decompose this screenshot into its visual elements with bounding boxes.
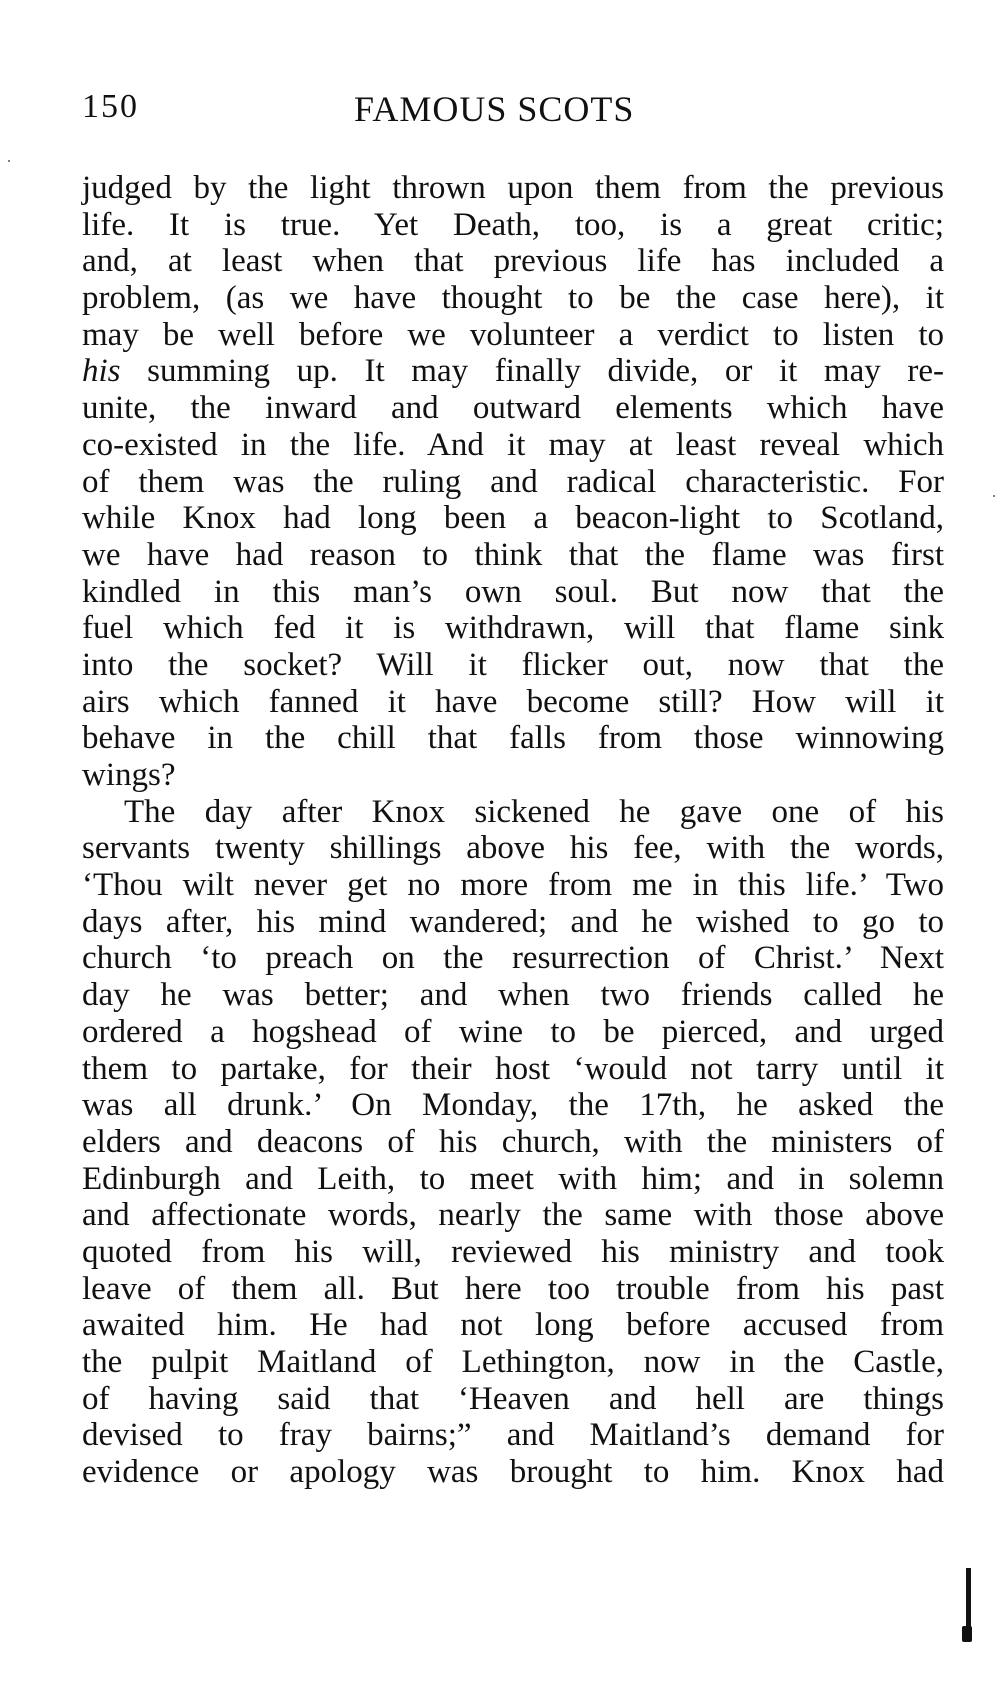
- text-line: the pulpit Maitland of Lethington, now in the Castle,: [82, 1344, 944, 1380]
- margin-bar-mark-tail: [962, 1626, 972, 1642]
- margin-bar-mark: [966, 1568, 971, 1630]
- text-line: elders and deacons of his church, with the ministers of: [82, 1123, 944, 1160]
- text-line: Edinburgh and Leith, to meet with him; and in solemn: [82, 1160, 944, 1197]
- text-line: of having said that ‘Heaven and hell are things: [82, 1380, 944, 1417]
- text-line: and affectionate words, nearly the same with those above: [82, 1197, 944, 1234]
- text-line: life. It is true. Yet Death, too, is a great critic;: [82, 206, 944, 243]
- text-line: judged by the light thrown upon them from the previous: [82, 170, 944, 206]
- text-line: fuel which fed it is withdrawn, will that flame sink: [82, 610, 944, 647]
- text-line: unite, the inward and outward elements which have: [82, 390, 944, 427]
- text-line: awaited him. He had not long before accused from: [82, 1307, 944, 1344]
- text-line: them to partake, for their host ‘would not tarry until it: [82, 1050, 944, 1087]
- text-line: day he was better; and when two friends called he: [82, 977, 944, 1014]
- text-line: behave in the chill that falls from those winnowing: [82, 720, 944, 757]
- emphasis-line-rest: summing up. It may finally divide, or it may re-: [120, 353, 944, 390]
- text-line-emphasis: [82, 353, 944, 390]
- text-line: days after, his mind wandered; and he wished to go to: [82, 903, 944, 940]
- page-header: [82, 88, 942, 138]
- text-line: The day after Knox sickened he gave one of his: [124, 793, 944, 830]
- body-text: [82, 170, 944, 1491]
- text-line: devised to fray bairns;” and Maitland’s demand for: [82, 1417, 944, 1454]
- text-line: leave of them all. But here too trouble from his past: [82, 1270, 944, 1307]
- text-line: and, at least when that previous life has included a: [82, 243, 944, 280]
- text-line: kindled in this man’s own soul. But now that the: [82, 573, 944, 610]
- running-title: FAMOUS SCOTS: [354, 89, 635, 129]
- text-line: ordered a hogshead of wine to be pierced, and urged: [82, 1013, 944, 1050]
- scan-speck: [993, 495, 995, 497]
- text-line: evidence or apology was brought to him. Knox had: [82, 1454, 944, 1491]
- text-line: wings?: [82, 757, 176, 793]
- page-number: 150: [82, 88, 139, 125]
- text-line: problem, (as we have thought to be the case here), it: [82, 280, 944, 317]
- text-line: church ‘to preach on the resurrection of Christ.’ Next: [82, 940, 944, 977]
- text-line: into the socket? Will it flicker out, now that the: [82, 646, 944, 683]
- italic-word: his: [82, 353, 121, 390]
- text-line: airs which fanned it have become still? How will it: [82, 683, 944, 720]
- text-line: servants twenty shillings above his fee, with the words,: [82, 830, 944, 867]
- text-line: was all drunk.’ On Monday, the 17th, he asked the: [82, 1087, 944, 1124]
- scan-speck: [8, 160, 10, 162]
- text-line: may be well before we volunteer a verdict to listen to: [82, 316, 944, 353]
- text-line: quoted from his will, reviewed his ministry and took: [82, 1233, 944, 1270]
- text-line: ‘Thou wilt never get no more from me in this life.’ Two: [82, 867, 944, 904]
- text-line: of them was the ruling and radical characteristic. For: [82, 463, 944, 500]
- text-line: co-existed in the life. And it may at least reveal which: [82, 426, 944, 463]
- text-line: while Knox had long been a beacon-light to Scotland,: [82, 500, 944, 537]
- text-line: we have had reason to think that the flame was first: [82, 536, 944, 573]
